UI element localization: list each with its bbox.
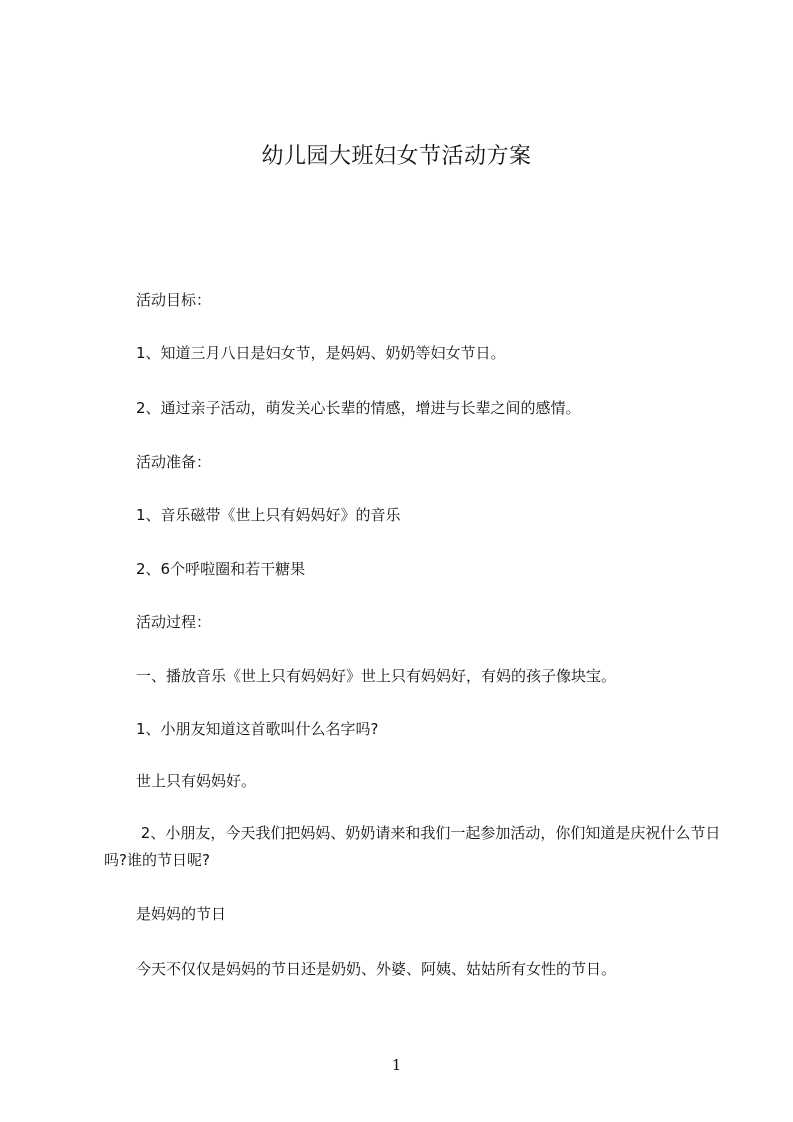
paragraph-process-answer-2: 是妈妈的节日	[136, 905, 227, 923]
paragraph-process-question-1: 1、小朋友知道这首歌叫什么名字吗?	[136, 720, 379, 738]
paragraph-process-answer-1: 世上只有妈妈好。	[136, 772, 257, 790]
paragraph-goal-2: 2、通过亲子活动，萌发关心长辈的情感，增进与长辈之间的感情。	[136, 399, 581, 417]
section-heading-goals: 活动目标：	[136, 291, 212, 309]
section-heading-preparation: 活动准备：	[136, 453, 212, 471]
paragraph-process-question-2: 2、小朋友，今天我们把妈妈、奶奶请来和我们一起参加活动，你们知道是庆祝什么节日吗?谁的节日呢?	[104, 824, 721, 869]
paragraph-prep-2: 2、6个呼啦圈和若干糖果	[136, 560, 306, 578]
section-heading-process: 活动过程：	[136, 613, 212, 631]
page-number: 1	[391, 1056, 402, 1074]
document-title: 幼儿园大班妇女节活动方案	[261, 144, 532, 169]
paragraph-process-1: 一、播放音乐《世上只有妈妈好》世上只有妈妈好，有妈的孩子像块宝。	[136, 667, 617, 685]
paragraph-goal-1: 1、知道三月八日是妇女节，是妈妈、奶奶等妇女节日。	[136, 344, 506, 362]
paragraph-process-explanation: 今天不仅仅是妈妈的节日还是奶奶、外婆、阿姨、姑姑所有女性的节日。	[136, 960, 617, 978]
paragraph-prep-1: 1、音乐磁带《世上只有妈妈好》的音乐	[136, 506, 401, 524]
